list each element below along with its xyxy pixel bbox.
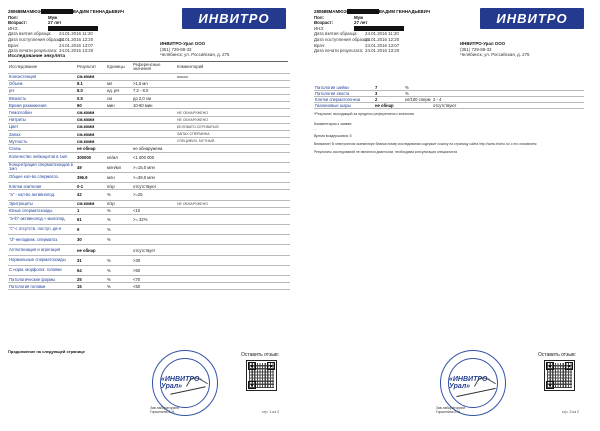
result-value: 7 xyxy=(374,85,404,91)
ellipsis: ... xyxy=(314,127,317,131)
qr-code-icon[interactable] xyxy=(246,360,277,391)
result-value: 8.1 xyxy=(76,80,106,87)
org-phone: (351) 729-88-33 xyxy=(160,46,192,52)
doctor-value: 24.01.2016 13:07 xyxy=(59,42,94,48)
result-name: Цвет xyxy=(8,123,76,130)
result-name: Слизь xyxy=(8,145,76,152)
lab-head-title: Зав.лабораторией xyxy=(436,406,466,410)
table-header-row xyxy=(8,62,290,73)
result-reference: отсутствует xyxy=(132,245,176,255)
result-value: 60 xyxy=(76,102,106,109)
result-comment xyxy=(176,172,290,182)
result-reference: <1 000 000 xyxy=(132,152,176,162)
result-value: 3 xyxy=(374,91,404,97)
result-value: 8.0 xyxy=(76,87,106,94)
org-name: ИНВИТРО-Урал ООО xyxy=(160,41,206,46)
received-value: 24.01.2016 12:20 xyxy=(59,36,94,42)
table-row xyxy=(8,245,290,255)
result-comment xyxy=(176,214,290,224)
result-value: см.комм xyxy=(76,109,106,116)
table-row xyxy=(8,80,290,87)
table-row xyxy=(8,162,290,172)
result-reference: >50 xyxy=(132,265,176,275)
print-date-label: Дата печати результата: xyxy=(8,48,58,54)
result-value: см.комм xyxy=(76,200,106,207)
lab-head-name: Горшенина Е.Н. xyxy=(150,410,176,414)
result-unit xyxy=(106,109,132,116)
result-name: Запах xyxy=(8,131,76,138)
age-value: 27 лет xyxy=(354,20,368,26)
result-reference xyxy=(132,235,176,245)
result-comment xyxy=(176,235,290,245)
table-row xyxy=(8,207,290,214)
table-row xyxy=(8,283,290,290)
result-reference xyxy=(132,73,176,80)
abstinence-time: Время воздержания: 5 xyxy=(314,134,352,138)
result-reference xyxy=(132,116,176,123)
org-address: Челябинск, ул. Российская, д. 275 xyxy=(460,52,530,58)
patient-id: 280688МАМЮЭ xyxy=(314,9,347,14)
result-name: Патология шейки xyxy=(314,85,374,91)
doctor-label: Врач: xyxy=(8,42,20,48)
result-unit xyxy=(404,103,432,109)
lab-head xyxy=(150,406,179,414)
col-header: Единицы xyxy=(106,62,132,73)
sample-date-label: Дата взятия образца: xyxy=(8,31,52,37)
result-name: С норм. морфолог. головки xyxy=(8,265,76,275)
doctor-label: Врач: xyxy=(314,42,326,48)
result-unit: % xyxy=(106,207,132,214)
qr-title: Оставить отзыв: xyxy=(538,352,577,358)
result-unit: мин xyxy=(106,102,132,109)
result-name: Патология головки xyxy=(8,283,76,290)
result-unit: кл/мл xyxy=(106,152,132,162)
result-name: "d"-неподвиж. сперматоз. xyxy=(8,235,76,245)
result-name: Клетки сперматогенеза xyxy=(314,97,374,103)
patient-name: ВАДИМ ГЕННАДЬЕВИЧ xyxy=(72,9,124,14)
result-name: Эритроциты xyxy=(8,200,76,207)
result-name: Вязкость xyxy=(8,95,76,102)
result-comment: БЕЛОВАТО-СЕРОВАТЫЙ xyxy=(176,123,290,130)
result-unit: п/зр xyxy=(106,200,132,207)
result-unit xyxy=(106,245,132,255)
page-number: стр. 2 из 2 xyxy=(562,410,580,414)
result-name: Общее кол-во сперматоз. xyxy=(8,172,76,182)
result-reference xyxy=(132,109,176,116)
redacted-surname xyxy=(41,9,73,14)
result-value: см.комм xyxy=(76,116,106,123)
result-value: не обнар xyxy=(76,245,106,255)
result-comment: вязкая xyxy=(176,73,290,80)
age-value: 27 лет xyxy=(48,20,62,26)
result-name: "c"-с отсутств. поступ. дв-я xyxy=(8,225,76,235)
result-name: Гиалиновые шары xyxy=(314,103,374,109)
print-date-label: Дата печати результата: xyxy=(314,48,364,54)
result-comment xyxy=(176,245,290,255)
result-comment xyxy=(176,276,290,283)
section-title: Исследование эякулята xyxy=(8,54,66,59)
result-value: 30 xyxy=(76,235,106,245)
warning-note: Внимание! В электронном экземпляре бланка номер исследования содержит ссылку на страницу сайта http://www.invitro.ru/ с его описанием xyxy=(314,142,537,146)
received-label: Дата поступления образца: xyxy=(314,36,371,42)
result-comment xyxy=(176,87,290,94)
result-comment: НЕ ОБНАРУЖЕНО xyxy=(176,109,290,116)
result-unit xyxy=(106,145,132,152)
result-unit: мл xyxy=(106,80,132,87)
lab-comment-label: Комментарии к заявке: xyxy=(314,122,353,126)
results-table xyxy=(8,62,290,290)
result-unit xyxy=(106,73,132,80)
result-reference: <70 xyxy=(132,276,176,283)
result-reference: >= 32% xyxy=(132,214,176,224)
result-comment xyxy=(176,152,290,162)
table-row xyxy=(8,255,290,265)
table-row xyxy=(8,183,290,190)
result-value: 396.9 xyxy=(76,172,106,182)
result-comment: СПЕЦИФИЧ. МУТНЫЙ xyxy=(176,138,290,145)
result-comment xyxy=(176,145,290,152)
doctor-value: 24.01.2016 13:07 xyxy=(365,42,400,48)
result-name: Мутность xyxy=(8,138,76,145)
table-row xyxy=(8,145,290,152)
patient-id: 280688МАМЮЭ xyxy=(8,9,41,14)
qr-title: Оставить отзыв: xyxy=(241,352,280,358)
result-reference xyxy=(132,123,176,130)
inz-label: ИНЗ: xyxy=(314,25,325,31)
result-unit: % xyxy=(404,91,432,97)
table-row xyxy=(8,109,290,116)
col-header: Комментарий xyxy=(176,62,290,73)
result-name: Патологические формы xyxy=(8,276,76,283)
sex-value: Муж xyxy=(354,14,364,20)
result-value: 15 xyxy=(76,283,106,290)
result-unit: % xyxy=(106,225,132,235)
table-row xyxy=(314,103,584,109)
result-reference: не обнаружена xyxy=(132,145,176,152)
age-label: Возраст: xyxy=(314,20,334,26)
lab-head xyxy=(436,406,465,414)
result-unit: млн/мл xyxy=(106,162,132,172)
age-label: Возраст: xyxy=(8,20,28,26)
result-reference: >=15,0 млн xyxy=(132,162,176,172)
col-header: Исследование xyxy=(8,62,76,73)
table-row xyxy=(8,214,290,224)
table-row xyxy=(8,225,290,235)
org-info xyxy=(160,41,229,58)
result-name: "a+b"-активнопод.+ малопод. xyxy=(8,214,76,224)
result-comment xyxy=(176,95,290,102)
result-reference: 2 - 4 xyxy=(432,97,476,103)
result-reference: >=39,0 млн xyxy=(132,172,176,182)
result-reference xyxy=(132,225,176,235)
table-row xyxy=(8,138,290,145)
result-unit: ед. рН xyxy=(106,87,132,94)
org-info xyxy=(460,41,529,58)
result-comment: НЕ ОБНАРУЖЕНО xyxy=(176,200,290,207)
result-comment xyxy=(176,183,290,190)
result-unit xyxy=(106,123,132,130)
result-unit: % xyxy=(106,235,132,245)
sample-date-value: 24.01.2016 11:20 xyxy=(365,31,399,37)
lab-head-title: Зав.лабораторией xyxy=(150,406,180,410)
out-of-range-note: *Результат, выходящий за пределы референсного значения xyxy=(314,112,414,116)
result-reference: до 2,0 см xyxy=(132,95,176,102)
table-row xyxy=(8,131,290,138)
result-value: 25 xyxy=(76,276,106,283)
patient-header xyxy=(314,9,430,54)
sample-date-value: 24.01.2016 11:20 xyxy=(59,31,93,37)
result-comment xyxy=(176,80,290,87)
received-value: 24.01.2016 12:20 xyxy=(365,36,400,42)
table-row xyxy=(8,265,290,275)
table-row xyxy=(8,123,290,130)
result-value: 42 xyxy=(76,190,106,200)
result-reference xyxy=(132,200,176,207)
result-value: 49 xyxy=(76,162,106,172)
col-header: Результат xyxy=(76,62,106,73)
org-name: ИНВИТРО-Урал ООО xyxy=(460,41,506,46)
result-name: Объем xyxy=(8,80,76,87)
result-value: см.комм xyxy=(76,131,106,138)
result-value: 9 xyxy=(76,225,106,235)
result-name: Время разжижения xyxy=(8,102,76,109)
result-comment xyxy=(476,103,584,109)
results-table xyxy=(314,85,584,109)
result-name: pH xyxy=(8,87,76,94)
result-name: "a" - кол-во активнопод. xyxy=(8,190,76,200)
result-value: см.комм xyxy=(76,73,106,80)
disclaimer-note: Результаты исследований не являются диагнозом, необходима консультация специалиста xyxy=(314,150,458,154)
result-reference: >=25 xyxy=(132,190,176,200)
report-page-2 xyxy=(300,0,600,431)
result-name: Нормальные сперматозоиды xyxy=(8,255,76,265)
result-value: 2 xyxy=(374,97,404,103)
patient-name: ВАДИМ ГЕННАДЬЕВИЧ xyxy=(378,9,430,14)
lab-head-name: Горшенина Е.Н. xyxy=(436,410,462,414)
result-value: см.комм xyxy=(76,138,106,145)
result-reference: отсутствуют xyxy=(132,183,176,190)
result-value: 64 xyxy=(76,265,106,275)
result-name: Клетки эпителия xyxy=(8,183,76,190)
continued-note: Продолжение на следующей странице xyxy=(8,349,85,354)
result-unit: % xyxy=(106,214,132,224)
page-number: стр. 1 из 2 xyxy=(262,410,280,414)
result-comment xyxy=(176,265,290,275)
sex-value: Муж xyxy=(48,14,58,20)
print-date-value: 24.01.2016 13:20 xyxy=(59,48,94,54)
table-row xyxy=(8,73,290,80)
result-reference: отсутствуют xyxy=(432,103,476,109)
result-name: Агглютинация и агрегация xyxy=(8,245,76,255)
col-header: Референсные значения xyxy=(132,62,176,73)
result-reference: <10 xyxy=(132,207,176,214)
table-row xyxy=(8,95,290,102)
result-value: не обнар xyxy=(76,145,106,152)
result-value: 0.5 xyxy=(76,95,106,102)
invitro-logo: ИНВИТРО xyxy=(480,8,584,29)
table-row xyxy=(8,87,290,94)
table-row xyxy=(8,102,290,109)
stamp-text: «ИНВИТРО-Урал» xyxy=(449,376,490,390)
result-unit: см xyxy=(106,95,132,102)
result-comment xyxy=(176,102,290,109)
result-unit: % xyxy=(106,255,132,265)
result-value: 300000 xyxy=(76,152,106,162)
print-date-value: 24.01.2016 13:20 xyxy=(365,48,400,54)
qr-code-icon[interactable] xyxy=(544,360,575,391)
result-unit: кл/100 сперм xyxy=(405,97,431,103)
result-unit xyxy=(106,116,132,123)
redacted-inz xyxy=(48,26,98,31)
result-unit: млн xyxy=(106,172,132,182)
result-value: не обнар xyxy=(374,103,404,109)
result-reference: 7.2 - 8.0 xyxy=(132,87,176,94)
table-row xyxy=(8,235,290,245)
result-reference: <50 xyxy=(132,283,176,290)
table-row xyxy=(8,190,290,200)
result-comment xyxy=(176,162,290,172)
result-reference: 10-60 мин xyxy=(132,102,176,109)
result-unit: п/зр xyxy=(106,183,132,190)
table-row xyxy=(8,276,290,283)
result-comment xyxy=(176,190,290,200)
stamp-text: «ИНВИТРО-Урал» xyxy=(161,376,202,390)
sex-label: Пол: xyxy=(314,14,324,20)
result-reference: >30 xyxy=(132,255,176,265)
patient-header xyxy=(8,9,124,54)
sex-label: Пол: xyxy=(8,14,18,20)
result-name: Количество лейкоцитов в 1мл xyxy=(8,152,76,162)
result-comment: ЗАПАХ СПЕРМИНА xyxy=(176,131,290,138)
result-value: 31 xyxy=(76,255,106,265)
invitro-logo: ИНВИТРО xyxy=(182,8,286,29)
table-row xyxy=(8,172,290,182)
table-row xyxy=(8,152,290,162)
result-reference xyxy=(132,138,176,145)
result-name: Патология хвоста xyxy=(314,91,374,97)
result-comment xyxy=(176,255,290,265)
table-row xyxy=(8,116,290,123)
result-unit: % xyxy=(106,265,132,275)
result-reference: >1,5 мл xyxy=(132,80,176,87)
result-comment: НЕ ОБНАРУЖЕНО xyxy=(176,116,290,123)
result-unit xyxy=(106,131,132,138)
result-name: Консистенция xyxy=(8,73,76,80)
received-label: Дата поступления образца: xyxy=(8,36,65,42)
table-row xyxy=(8,200,290,207)
result-name: Гемоглобин xyxy=(8,109,76,116)
result-name: Юные сперматозоиды xyxy=(8,207,76,214)
result-unit xyxy=(106,138,132,145)
result-name: Концентрация сперматозоидов в 1мл xyxy=(8,162,76,172)
result-value: 0-1 xyxy=(76,183,106,190)
result-comment xyxy=(176,207,290,214)
result-value: 1 xyxy=(76,207,106,214)
inz-label: ИНЗ: xyxy=(8,25,19,31)
org-phone: (351) 729-88-33 xyxy=(460,46,492,52)
result-value: см.комм xyxy=(76,123,106,130)
org-address: Челябинск, ул. Российская, д. 275 xyxy=(160,52,230,58)
redacted-inz xyxy=(354,26,404,31)
result-unit: % xyxy=(106,283,132,290)
result-comment xyxy=(176,225,290,235)
sample-date-label: Дата взятия образца: xyxy=(314,31,358,37)
redacted-surname xyxy=(347,9,379,14)
result-unit: % xyxy=(106,190,132,200)
result-comment xyxy=(176,283,290,290)
result-name: Нитриты xyxy=(8,116,76,123)
result-reference xyxy=(132,131,176,138)
result-value: 61 xyxy=(76,214,106,224)
result-unit: % xyxy=(106,276,132,283)
result-unit: % xyxy=(404,85,432,91)
